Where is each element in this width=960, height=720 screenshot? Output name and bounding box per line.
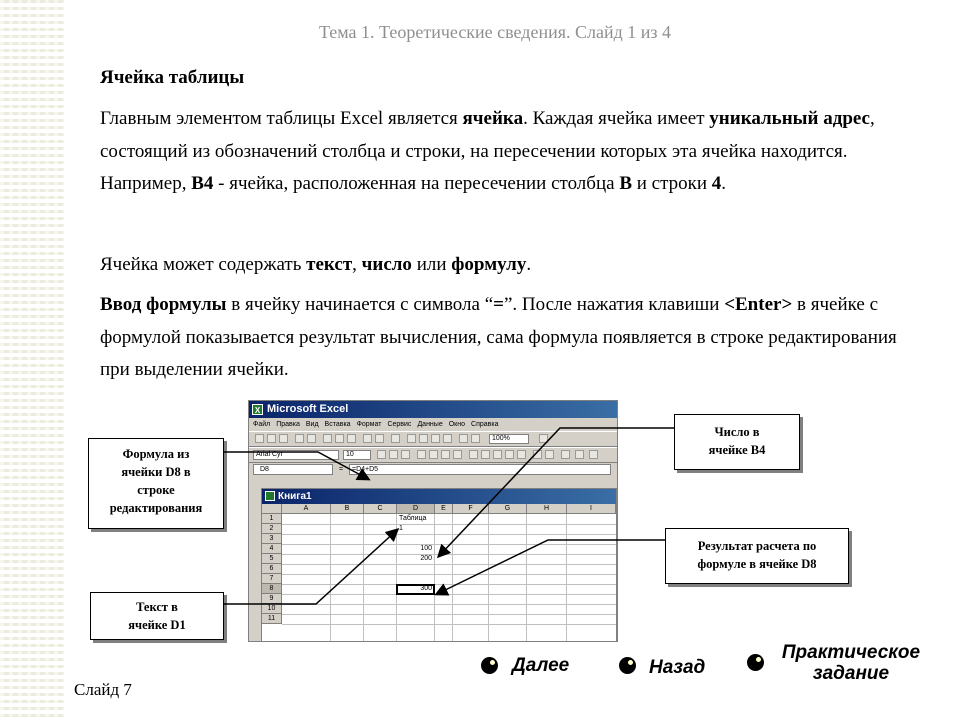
callout-line: Формула из [122, 447, 190, 461]
arrow-formula [224, 452, 368, 479]
menu-edit[interactable]: Правка [276, 421, 300, 428]
menu-window[interactable]: Окно [448, 421, 466, 428]
col-header-g[interactable]: G [489, 504, 527, 514]
practice-task-label: Практическое задание [781, 642, 921, 684]
excel-app-title: Microsoft Excel [267, 403, 349, 415]
zoom-select[interactable]: 100% [489, 434, 529, 444]
font-size-select[interactable]: 10 [343, 450, 371, 460]
row-header-7[interactable]: 7 [262, 574, 282, 584]
menu-data[interactable]: Данные [417, 421, 443, 428]
row-header-4[interactable]: 4 [262, 544, 282, 554]
paragraph-formula-entry: Ввод формулы в ячейку начинается с символа “=”. После нажатия клавиши <Enter> в ячейке с формулой показывается результат вычисления, сама формула появляется в строке редактирования при выделении ячейки. [100, 294, 897, 380]
nav-bullet-icon [481, 657, 498, 674]
menu-file[interactable]: Файл [253, 421, 271, 428]
formula-input[interactable]: =D4+D5 [349, 464, 611, 475]
next-label: Далее [512, 655, 570, 676]
arrow-number [439, 428, 674, 556]
arrow-text [224, 530, 397, 604]
callout-line: формуле в ячейке D8 [697, 557, 817, 571]
practice-task-button[interactable] [747, 642, 927, 690]
callout-line: Текст в [136, 600, 178, 614]
menu-insert[interactable]: Вставка [324, 421, 351, 428]
menu-view[interactable]: Вид [305, 421, 319, 428]
name-box[interactable]: D8 [253, 464, 333, 475]
col-header-f[interactable]: F [453, 504, 489, 514]
callout-line: редактирования [109, 501, 203, 515]
row-header-2[interactable]: 2 [262, 524, 282, 534]
section-heading: Ячейка таблицы [100, 67, 245, 88]
col-header-e[interactable]: E [435, 504, 453, 514]
menu-format[interactable]: Формат [356, 421, 382, 428]
col-header-b[interactable]: B [331, 504, 364, 514]
callout-line: ячейке B4 [708, 443, 766, 457]
row-header-8[interactable]: 8 [262, 584, 282, 594]
col-header-i[interactable]: I [567, 504, 616, 514]
callout-line: ячейки D8 в [121, 465, 191, 479]
row-header-9[interactable]: 9 [262, 594, 282, 604]
back-label: Назад [649, 657, 706, 678]
col-header-d[interactable]: D [397, 504, 435, 514]
menu-help[interactable]: Справка [471, 421, 499, 428]
workbook-title: Книга1 [278, 491, 312, 502]
cell-d8[interactable]: 300 [420, 585, 432, 592]
paragraph-cell-content: Ячейка может содержать текст, число или формулу. [100, 254, 532, 275]
nav-bullet-icon [619, 657, 636, 674]
row-header-3[interactable]: 3 [262, 534, 282, 544]
callout-line: ячейке D1 [128, 618, 186, 632]
row-header-6[interactable]: 6 [262, 564, 282, 574]
excel-app-icon: X [252, 404, 263, 415]
paragraph-cell-definition: Главным элементом таблицы Excel является ячейка. Каждая ячейка имеет уникальный адрес, состоящий из обозначений столбца и строки, на пересечении которых эта ячейка находится. Например, B4 - ячейка, расположенная на пересечении столбца B и строки 4. [100, 108, 875, 194]
col-header-h[interactable]: H [527, 504, 567, 514]
arrow-result [437, 540, 665, 594]
callout-line: Результат расчета по [697, 539, 817, 553]
font-name-select[interactable]: Arial Cyr [253, 450, 339, 460]
col-header-c[interactable]: C [364, 504, 397, 514]
slide-number: Слайд 7 [74, 680, 132, 699]
back-button[interactable] [619, 655, 709, 683]
nav-bullet-icon [747, 654, 764, 671]
row-header-1[interactable]: 1 [262, 514, 282, 524]
callout-line: Число в [714, 425, 760, 439]
col-header-a[interactable]: A [282, 504, 331, 514]
slide-header: Тема 1. Теоретические сведения. Слайд 1 из 4 [318, 22, 672, 42]
cell-d5[interactable]: 200 [420, 555, 432, 562]
cell-d4[interactable]: 100 [420, 545, 432, 552]
callout-line: строке [137, 483, 175, 497]
row-header-11[interactable]: 11 [262, 614, 282, 624]
formula-equals-sign: = [339, 466, 344, 473]
row-header-10[interactable]: 10 [262, 604, 282, 614]
next-button[interactable] [481, 655, 571, 683]
row-header-5[interactable]: 5 [262, 554, 282, 564]
cell-d1[interactable]: Таблица 1 [399, 515, 427, 532]
menu-tools[interactable]: Сервис [387, 421, 412, 428]
